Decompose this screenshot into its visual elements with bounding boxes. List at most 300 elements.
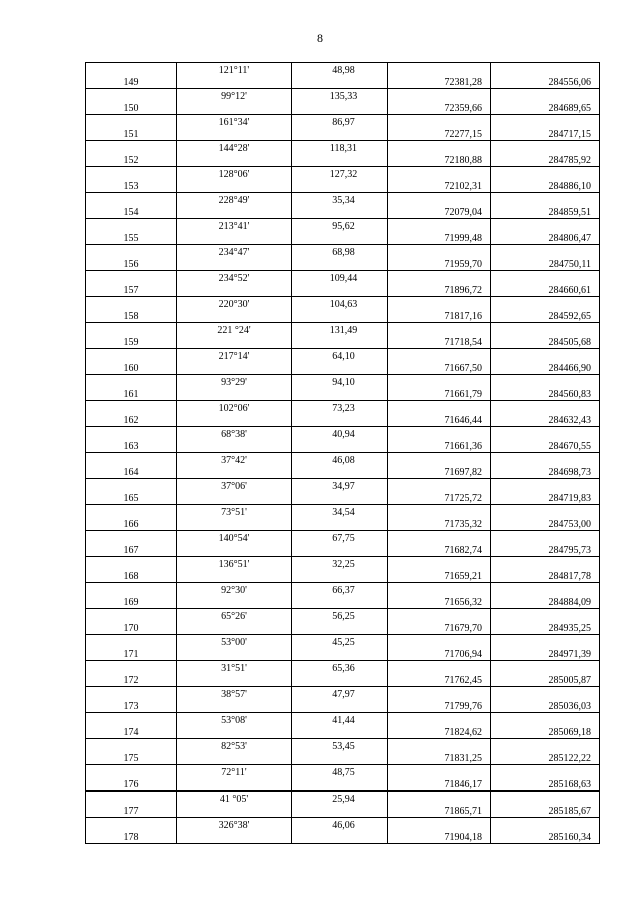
empty-cell	[491, 401, 600, 414]
y-coordinate: 284817,78	[491, 570, 600, 583]
point-number: 170	[86, 622, 177, 635]
empty-cell	[292, 102, 388, 115]
segment-row	[86, 167, 600, 180]
point-number: 160	[86, 362, 177, 375]
point-number: 164	[86, 466, 177, 479]
empty-cell	[86, 115, 177, 128]
y-coordinate: 285005,87	[491, 674, 600, 687]
empty-cell	[491, 557, 600, 570]
empty-cell	[292, 206, 388, 219]
segment-length: 56,25	[292, 609, 388, 622]
empty-cell	[292, 518, 388, 531]
point-number: 177	[86, 805, 177, 818]
segment-row	[86, 63, 600, 76]
y-coordinate: 284660,61	[491, 284, 600, 297]
empty-cell	[177, 284, 292, 297]
point-number: 173	[86, 700, 177, 713]
empty-cell	[388, 141, 491, 154]
empty-cell	[86, 245, 177, 258]
x-coordinate: 72079,04	[388, 206, 491, 219]
empty-cell	[86, 635, 177, 648]
empty-cell	[292, 700, 388, 713]
x-coordinate: 72381,28	[388, 76, 491, 89]
direction-angle: 92°30'	[177, 583, 292, 596]
segment-row	[86, 635, 600, 648]
point-row	[86, 570, 600, 583]
x-coordinate: 71904,18	[388, 831, 491, 844]
empty-cell	[491, 635, 600, 648]
point-number: 159	[86, 336, 177, 349]
point-row	[86, 518, 600, 531]
segment-length: 135,33	[292, 89, 388, 102]
y-coordinate: 284632,43	[491, 414, 600, 427]
x-coordinate: 71725,72	[388, 492, 491, 505]
y-coordinate: 285185,67	[491, 805, 600, 818]
x-coordinate: 71999,48	[388, 232, 491, 245]
y-coordinate: 284689,65	[491, 102, 600, 115]
empty-cell	[177, 518, 292, 531]
empty-cell	[292, 440, 388, 453]
x-coordinate: 71679,70	[388, 622, 491, 635]
empty-cell	[86, 323, 177, 336]
point-number: 166	[86, 518, 177, 531]
x-coordinate: 71656,32	[388, 596, 491, 609]
empty-cell	[86, 167, 177, 180]
y-coordinate: 284556,06	[491, 76, 600, 89]
empty-cell	[388, 193, 491, 206]
point-row	[86, 362, 600, 375]
x-coordinate: 72102,31	[388, 180, 491, 193]
segment-row	[86, 427, 600, 440]
direction-angle: 326°38'	[177, 818, 292, 831]
empty-cell	[491, 323, 600, 336]
segment-row	[86, 818, 600, 831]
empty-cell	[86, 557, 177, 570]
empty-cell	[292, 388, 388, 401]
point-number: 174	[86, 726, 177, 739]
point-row	[86, 778, 600, 792]
empty-cell	[292, 362, 388, 375]
point-row	[86, 284, 600, 297]
segment-row	[86, 453, 600, 466]
y-coordinate: 284592,65	[491, 310, 600, 323]
empty-cell	[491, 765, 600, 778]
point-row	[86, 466, 600, 479]
empty-cell	[292, 414, 388, 427]
x-coordinate: 71865,71	[388, 805, 491, 818]
empty-cell	[292, 596, 388, 609]
empty-cell	[292, 258, 388, 271]
empty-cell	[388, 661, 491, 674]
y-coordinate: 284884,09	[491, 596, 600, 609]
segment-row	[86, 583, 600, 596]
y-coordinate: 284560,83	[491, 388, 600, 401]
point-row	[86, 258, 600, 271]
empty-cell	[491, 349, 600, 362]
point-number: 158	[86, 310, 177, 323]
point-number: 157	[86, 284, 177, 297]
segment-length: 109,44	[292, 271, 388, 284]
empty-cell	[86, 739, 177, 752]
direction-angle: 65°26'	[177, 609, 292, 622]
empty-cell	[292, 284, 388, 297]
direction-angle: 128°06'	[177, 167, 292, 180]
point-number: 151	[86, 128, 177, 141]
empty-cell	[86, 453, 177, 466]
empty-cell	[388, 531, 491, 544]
segment-row	[86, 271, 600, 284]
empty-cell	[86, 661, 177, 674]
point-row	[86, 831, 600, 844]
empty-cell	[388, 115, 491, 128]
point-number: 150	[86, 102, 177, 115]
segment-length: 41,44	[292, 713, 388, 726]
direction-angle: 68°38'	[177, 427, 292, 440]
empty-cell	[177, 544, 292, 557]
x-coordinate: 71667,50	[388, 362, 491, 375]
y-coordinate: 284935,25	[491, 622, 600, 635]
segment-row	[86, 661, 600, 674]
y-coordinate: 284753,00	[491, 518, 600, 531]
point-row	[86, 544, 600, 557]
point-row	[86, 700, 600, 713]
page-number: 8	[317, 31, 323, 45]
x-coordinate: 71735,32	[388, 518, 491, 531]
empty-cell	[86, 219, 177, 232]
segment-row	[86, 141, 600, 154]
empty-cell	[491, 687, 600, 700]
segment-row	[86, 375, 600, 388]
point-number: 162	[86, 414, 177, 427]
empty-cell	[491, 141, 600, 154]
direction-angle: 93°29'	[177, 375, 292, 388]
empty-cell	[491, 219, 600, 232]
x-coordinate: 72180,88	[388, 154, 491, 167]
point-row	[86, 102, 600, 115]
point-row	[86, 648, 600, 661]
empty-cell	[491, 271, 600, 284]
point-row	[86, 492, 600, 505]
empty-cell	[292, 648, 388, 661]
direction-angle: 53°00'	[177, 635, 292, 648]
empty-cell	[388, 167, 491, 180]
empty-cell	[388, 791, 491, 805]
point-number: 153	[86, 180, 177, 193]
x-coordinate: 71762,45	[388, 674, 491, 687]
point-number: 165	[86, 492, 177, 505]
empty-cell	[177, 232, 292, 245]
empty-cell	[177, 206, 292, 219]
empty-cell	[491, 583, 600, 596]
x-coordinate: 71896,72	[388, 284, 491, 297]
x-coordinate: 71959,70	[388, 258, 491, 271]
segment-length: 73,23	[292, 401, 388, 414]
point-row	[86, 440, 600, 453]
segment-length: 35,34	[292, 193, 388, 206]
point-row	[86, 128, 600, 141]
empty-cell	[491, 167, 600, 180]
point-number: 155	[86, 232, 177, 245]
point-row	[86, 388, 600, 401]
segment-length: 127,32	[292, 167, 388, 180]
point-row	[86, 726, 600, 739]
segment-row	[86, 349, 600, 362]
point-number: 176	[86, 778, 177, 792]
segment-length: 47,97	[292, 687, 388, 700]
segment-length: 32,25	[292, 557, 388, 570]
point-number: 178	[86, 831, 177, 844]
point-row	[86, 805, 600, 818]
empty-cell	[177, 570, 292, 583]
direction-angle: 37°42'	[177, 453, 292, 466]
empty-cell	[491, 531, 600, 544]
empty-cell	[177, 648, 292, 661]
empty-cell	[177, 596, 292, 609]
y-coordinate: 285069,18	[491, 726, 600, 739]
empty-cell	[86, 531, 177, 544]
direction-angle: 41 °05'	[177, 791, 292, 805]
segment-length: 64,10	[292, 349, 388, 362]
y-coordinate: 285036,03	[491, 700, 600, 713]
empty-cell	[388, 765, 491, 778]
empty-cell	[491, 115, 600, 128]
segment-row	[86, 193, 600, 206]
empty-cell	[388, 271, 491, 284]
empty-cell	[491, 245, 600, 258]
empty-cell	[491, 818, 600, 831]
empty-cell	[292, 336, 388, 349]
empty-cell	[177, 440, 292, 453]
y-coordinate: 284698,73	[491, 466, 600, 479]
segment-row	[86, 245, 600, 258]
direction-angle: 220°30'	[177, 297, 292, 310]
empty-cell	[388, 583, 491, 596]
empty-cell	[388, 297, 491, 310]
direction-angle: 221 °24'	[177, 323, 292, 336]
empty-cell	[177, 805, 292, 818]
x-coordinate: 71817,16	[388, 310, 491, 323]
empty-cell	[491, 453, 600, 466]
direction-angle: 234°52'	[177, 271, 292, 284]
segment-row	[86, 479, 600, 492]
empty-cell	[86, 609, 177, 622]
point-row	[86, 596, 600, 609]
empty-cell	[86, 89, 177, 102]
direction-angle: 228°49'	[177, 193, 292, 206]
x-coordinate: 72359,66	[388, 102, 491, 115]
direction-angle: 121°11'	[177, 63, 292, 76]
empty-cell	[86, 297, 177, 310]
point-row	[86, 752, 600, 765]
point-number: 169	[86, 596, 177, 609]
empty-cell	[177, 622, 292, 635]
y-coordinate: 284886,10	[491, 180, 600, 193]
point-row	[86, 154, 600, 167]
y-coordinate: 284785,92	[491, 154, 600, 167]
y-coordinate: 284859,51	[491, 206, 600, 219]
empty-cell	[86, 479, 177, 492]
point-number: 152	[86, 154, 177, 167]
segment-length: 104,63	[292, 297, 388, 310]
direction-angle: 140°54'	[177, 531, 292, 544]
segment-length: 86,97	[292, 115, 388, 128]
segment-row	[86, 323, 600, 336]
y-coordinate: 284750,11	[491, 258, 600, 271]
empty-cell	[292, 154, 388, 167]
direction-angle: 144°28'	[177, 141, 292, 154]
segment-row	[86, 297, 600, 310]
empty-cell	[491, 505, 600, 518]
empty-cell	[86, 349, 177, 362]
segment-length: 45,25	[292, 635, 388, 648]
segment-length: 68,98	[292, 245, 388, 258]
segment-length: 67,75	[292, 531, 388, 544]
empty-cell	[388, 375, 491, 388]
segment-length: 40,94	[292, 427, 388, 440]
point-number: 172	[86, 674, 177, 687]
segment-length: 48,75	[292, 765, 388, 778]
empty-cell	[292, 180, 388, 193]
empty-cell	[388, 427, 491, 440]
point-row	[86, 414, 600, 427]
x-coordinate: 71706,94	[388, 648, 491, 661]
x-coordinate: 71661,36	[388, 440, 491, 453]
point-row	[86, 76, 600, 89]
x-coordinate: 71659,21	[388, 570, 491, 583]
x-coordinate: 71846,17	[388, 778, 491, 792]
empty-cell	[177, 180, 292, 193]
segment-length: 46,08	[292, 453, 388, 466]
direction-angle: 73°51'	[177, 505, 292, 518]
segment-length: 34,97	[292, 479, 388, 492]
segment-length: 65,36	[292, 661, 388, 674]
direction-angle: 136°51'	[177, 557, 292, 570]
empty-cell	[388, 63, 491, 76]
empty-cell	[388, 609, 491, 622]
empty-cell	[491, 713, 600, 726]
direction-angle: 102°06'	[177, 401, 292, 414]
empty-cell	[86, 427, 177, 440]
y-coordinate: 284971,39	[491, 648, 600, 661]
segment-length: 46,06	[292, 818, 388, 831]
empty-cell	[388, 557, 491, 570]
segment-length: 131,49	[292, 323, 388, 336]
x-coordinate: 71718,54	[388, 336, 491, 349]
x-coordinate: 72277,15	[388, 128, 491, 141]
empty-cell	[388, 713, 491, 726]
empty-cell	[491, 193, 600, 206]
segment-length: 95,62	[292, 219, 388, 232]
empty-cell	[86, 791, 177, 805]
y-coordinate: 284717,15	[491, 128, 600, 141]
point-number: 171	[86, 648, 177, 661]
empty-cell	[292, 831, 388, 844]
empty-cell	[388, 401, 491, 414]
empty-cell	[388, 349, 491, 362]
empty-cell	[86, 765, 177, 778]
segment-length: 53,45	[292, 739, 388, 752]
segment-row	[86, 739, 600, 752]
segment-row	[86, 713, 600, 726]
empty-cell	[86, 141, 177, 154]
empty-cell	[292, 76, 388, 89]
direction-angle: 72°11'	[177, 765, 292, 778]
empty-cell	[292, 232, 388, 245]
empty-cell	[491, 609, 600, 622]
segment-row	[86, 765, 600, 778]
point-row	[86, 206, 600, 219]
empty-cell	[292, 570, 388, 583]
empty-cell	[86, 818, 177, 831]
empty-cell	[491, 89, 600, 102]
empty-cell	[86, 687, 177, 700]
y-coordinate: 284795,73	[491, 544, 600, 557]
direction-angle: 217°14'	[177, 349, 292, 362]
point-row	[86, 232, 600, 245]
empty-cell	[292, 310, 388, 323]
direction-angle: 53°08'	[177, 713, 292, 726]
direction-angle: 31°51'	[177, 661, 292, 674]
segment-row	[86, 505, 600, 518]
coordinates-table-body	[86, 63, 600, 844]
segment-length: 66,37	[292, 583, 388, 596]
empty-cell	[86, 583, 177, 596]
empty-cell	[86, 713, 177, 726]
segment-row	[86, 609, 600, 622]
empty-cell	[177, 778, 292, 792]
empty-cell	[177, 492, 292, 505]
empty-cell	[86, 193, 177, 206]
y-coordinate: 285160,34	[491, 831, 600, 844]
empty-cell	[177, 310, 292, 323]
segment-row	[86, 531, 600, 544]
point-number: 167	[86, 544, 177, 557]
x-coordinate: 71661,79	[388, 388, 491, 401]
segment-row	[86, 115, 600, 128]
empty-cell	[177, 752, 292, 765]
segment-row	[86, 791, 600, 805]
x-coordinate: 71646,44	[388, 414, 491, 427]
empty-cell	[388, 323, 491, 336]
empty-cell	[177, 414, 292, 427]
empty-cell	[177, 466, 292, 479]
point-row	[86, 310, 600, 323]
empty-cell	[177, 258, 292, 271]
empty-cell	[177, 388, 292, 401]
direction-angle: 38°57'	[177, 687, 292, 700]
empty-cell	[177, 362, 292, 375]
point-number: 154	[86, 206, 177, 219]
empty-cell	[292, 674, 388, 687]
empty-cell	[292, 492, 388, 505]
empty-cell	[388, 818, 491, 831]
x-coordinate: 71824,62	[388, 726, 491, 739]
empty-cell	[86, 271, 177, 284]
point-row	[86, 180, 600, 193]
empty-cell	[491, 63, 600, 76]
segment-row	[86, 401, 600, 414]
point-number: 168	[86, 570, 177, 583]
empty-cell	[388, 635, 491, 648]
empty-cell	[292, 544, 388, 557]
empty-cell	[388, 505, 491, 518]
empty-cell	[177, 128, 292, 141]
direction-angle: 99°12'	[177, 89, 292, 102]
direction-angle: 161°34'	[177, 115, 292, 128]
empty-cell	[177, 674, 292, 687]
x-coordinate: 71682,74	[388, 544, 491, 557]
direction-angle: 234°47'	[177, 245, 292, 258]
